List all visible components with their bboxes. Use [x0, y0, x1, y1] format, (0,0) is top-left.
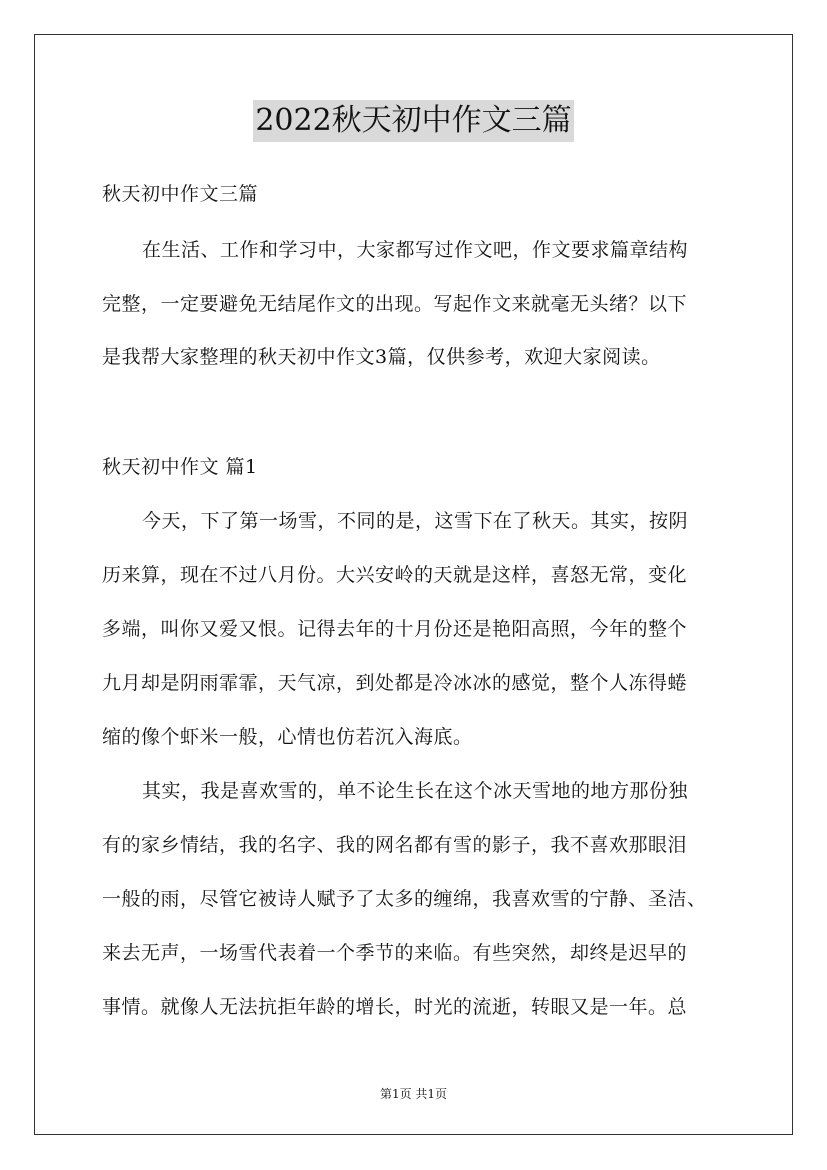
- paragraph-line: 来去无声，一场雪代表着一个季节的来临。有些突然，却终是迟早的: [102, 942, 688, 964]
- page-footer: 第1页 共1页: [379, 1087, 448, 1101]
- paragraph-line: 历来算，现在不过八月份。大兴安岭的天就是这样，喜怒无常，变化: [102, 564, 688, 586]
- paragraph-line: 九月却是阴雨霏霏，天气凉，到处都是冷冰冰的感觉，整个人冻得蜷: [102, 672, 688, 694]
- paragraph-line: 多端，叫你又爱又恨。记得去年的十月份还是艳阳高照，今年的整个: [102, 618, 688, 640]
- intro-line-1: 在生活、工作和学习中，大家都写过作文吧，作文要求篇章结构: [142, 239, 689, 261]
- document-title: 2022秋天初中作文三篇: [253, 100, 573, 142]
- paragraph-line: 一般的雨，尽管它被诗人赋予了太多的缠绵，我喜欢雪的宁静、圣洁、: [102, 888, 707, 910]
- title-container: [0, 100, 827, 142]
- paragraph-line: 其实，我是喜欢雪的，单不论生长在这个冰天雪地的地方那份独: [142, 780, 689, 802]
- intro-line-3: 是我帮大家整理的秋天初中作文3篇，仅供参考，欢迎大家阅读。: [102, 346, 661, 368]
- paragraph-line: 今天，下了第一场雪，不同的是，这雪下在了秋天。其实，按阴: [142, 510, 689, 532]
- paragraph-line: 事情。就像人无法抗拒年龄的增长，时光的流逝，转眼又是一年。总: [102, 996, 688, 1018]
- section-heading: 秋天初中作文 篇1: [102, 456, 258, 478]
- intro-line-2: 完整，一定要避免无结尾作文的出现。写起作文来就毫无头绪？以下: [102, 293, 688, 315]
- paragraph-line: 有的家乡情结，我的名字、我的网名都有雪的影子，我不喜欢那眼泪: [102, 834, 688, 856]
- paragraph-line: 缩的像个虾米一般，心情也仿若沉入海底。: [102, 726, 473, 748]
- subtitle: 秋天初中作文三篇: [102, 183, 259, 205]
